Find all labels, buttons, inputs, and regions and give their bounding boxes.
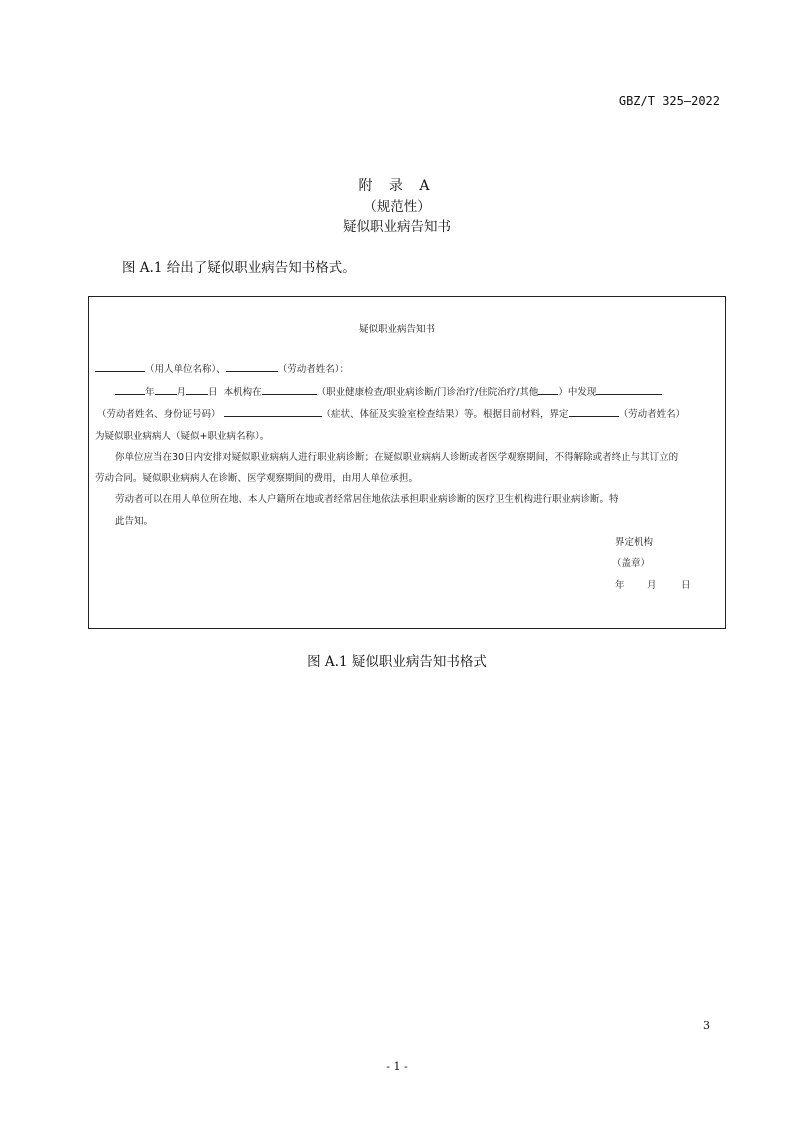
form-line-1 [95,361,349,375]
page-footer: - 1 - [386,1060,408,1073]
blank-symptoms [224,406,322,417]
blank-worker [226,361,278,372]
signature-month: 月 [647,580,657,591]
year-label: 年 [145,387,155,398]
figure-caption: 图 A.1 疑似职业病告知书格式 [307,654,487,670]
intro-text: 图 A.1 给出了疑似职业病告知书格式。 [122,260,356,276]
form-para2-line2: 此告知。 [115,516,154,527]
blank-employer [95,361,145,372]
standard-code: GBZ/T 325—2022 [618,94,720,108]
form-line-4: 为疑似职业病病人（疑似+职业病名称）。 [95,431,270,442]
institution-at-label: 本机构在 [223,387,262,398]
exam-types-label: （职业健康检查/职业病诊断/门诊治疗/住院治疗/其他 [316,387,539,398]
worker-name-label: （劳动者姓名） [618,409,686,420]
form-para1-line1: 你单位应当在30日内安排对疑似职业病病人进行职业病诊断；在疑似职业病病人诊断或者医学观察期间，不得解除或者终止与其订立的 [115,452,679,463]
worker-label: （劳动者姓名）： [277,364,350,375]
signature-year: 年 [615,580,625,591]
form-line-3 [97,406,685,420]
blank-other [538,384,558,395]
signature-seal: （盖章） [612,558,651,569]
blank-worker-name [569,406,619,417]
form-title: 疑似职业病告知书 [358,324,435,335]
annex-type: （规范性） [363,199,431,215]
form-para1-line2: 劳动合同。疑似职业病病人在诊断、医学观察期间的费用，由用人单位承担。 [95,473,419,484]
name-id-label: （劳动者姓名、身份证号码） [97,409,221,420]
blank-place [262,384,317,395]
page-number: 3 [703,1019,710,1032]
signature-day: 日 [681,580,691,591]
form-para2-line1: 劳动者可以在用人单位所在地、本人户籍所在地或者经常居住地依法承担职业病诊断的医疗卫生机构进行职业病诊断。特 [115,494,619,505]
month-label: 月 [176,387,187,398]
blank-day [186,384,208,395]
symptoms-label: （症状、体征及实验室检查结果）等。根据目前材料，界定 [321,409,569,420]
found-label: ）中发现 [558,387,597,398]
day-label: 日 [208,387,218,398]
blank-found [596,384,662,395]
blank-year [115,384,145,395]
annex-title: 附 录 A [358,178,436,194]
form-line-2 [115,384,662,398]
blank-month [155,384,177,395]
annex-name: 疑似职业病告知书 [343,219,451,235]
signature-org: 界定机构 [615,537,654,548]
employer-label: （用人单位名称）、 [145,364,226,375]
